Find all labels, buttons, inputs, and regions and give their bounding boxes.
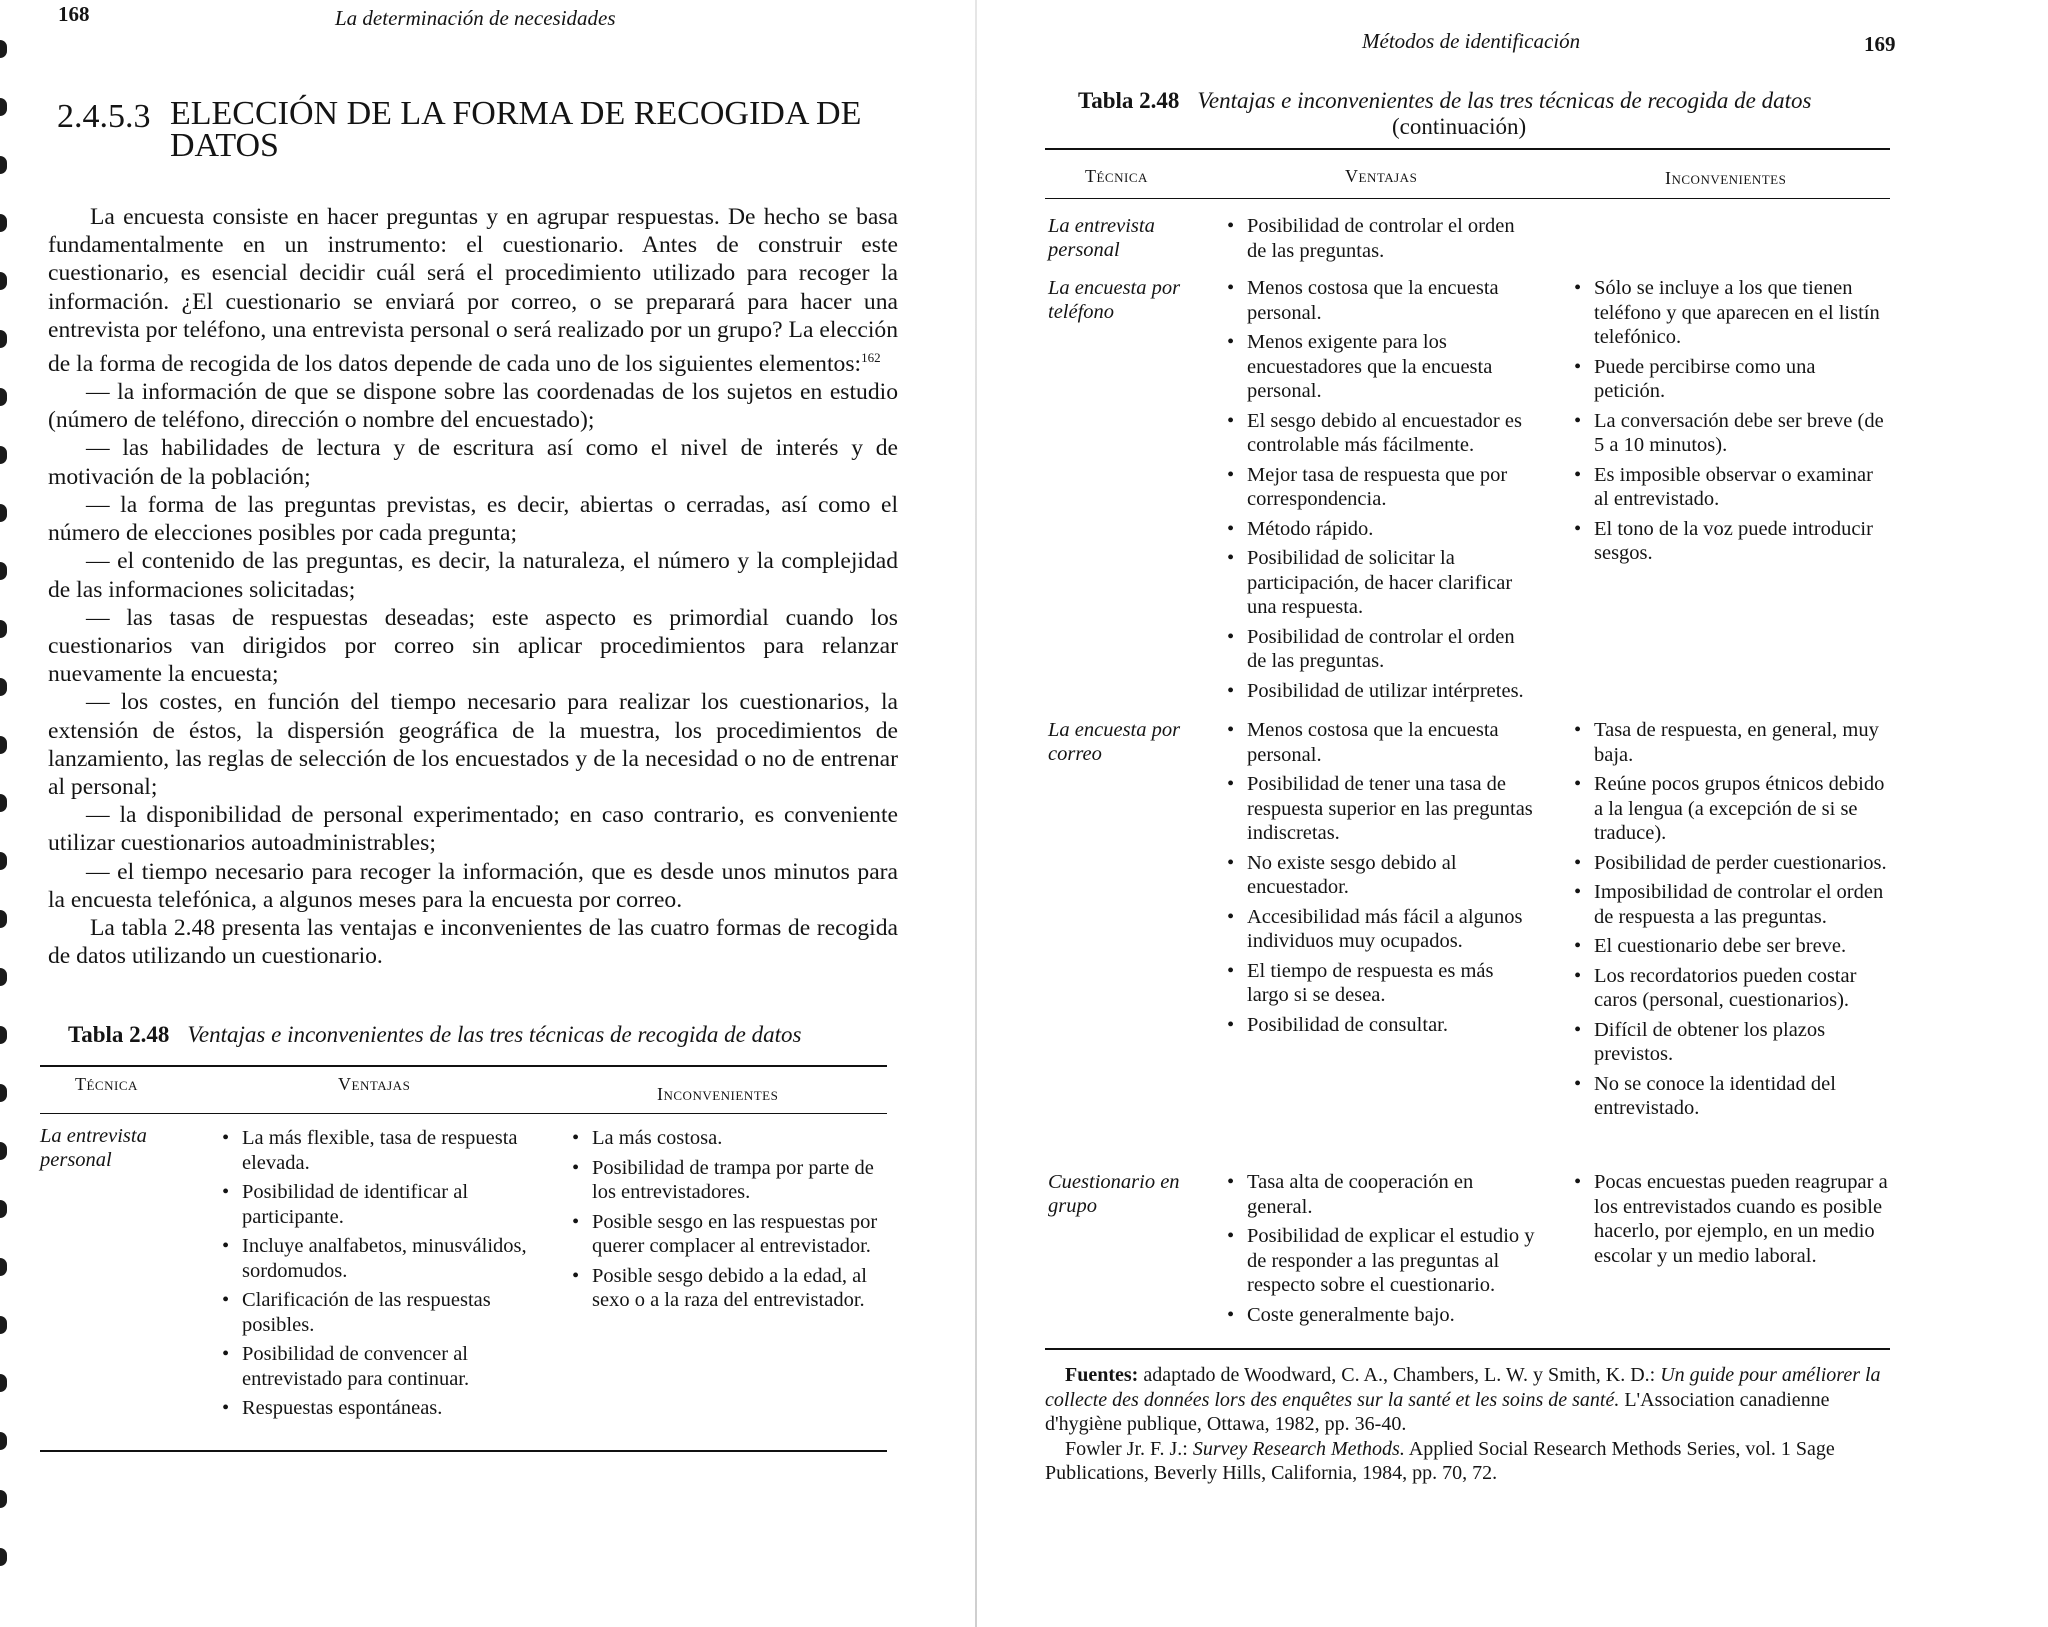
advantages-cell (1225, 718, 1535, 1042)
col-header-disadvantages: Inconvenientes (657, 1084, 779, 1104)
section-number: 2.4.5.3 (57, 98, 151, 135)
disadvantage-item: • Posible sesgo debido a la edad, al sexo o a la raza del entrevistador. (570, 1264, 888, 1313)
list-item: — las habilidades de lectura y de escritura así como el nivel de interés y de motivación de la población; (48, 435, 898, 490)
source-authors: adaptado de Woodward, C. A., Chambers, L. W. y Smith, K. D.: (1143, 1364, 1656, 1386)
advantage-item: • El sesgo debido al encuestador es controlable más fácilmente. (1225, 409, 1535, 458)
advantage-item: • Posibilidad de identificar al participante. (220, 1180, 540, 1229)
advantage-item: • Mejor tasa de respuesta que por correspondencia. (1225, 463, 1535, 512)
disadvantage-item: • La conversación debe ser breve (de 5 a 10 minutos). (1572, 409, 1890, 458)
list-item: — la información de que se dispone sobre las coordenadas de los sujetos en estudio (número de teléfono, dirección o nombre del encuestado); (48, 379, 898, 434)
technique-cell: La entrevista personal (40, 1125, 147, 1171)
disadvantage-item: • Imposibilidad de controlar el orden de respuesta a las preguntas. (1572, 880, 1890, 929)
footnote-ref: 162 (861, 350, 881, 366)
advantages-cell (220, 1126, 540, 1426)
advantage-item: • Posibilidad de explicar el estudio y de responder a las preguntas al respecto sobre el cuestionario. (1225, 1224, 1535, 1298)
advantages-cell (1225, 1170, 1535, 1332)
list-item: — el tiempo necesario para recoger la información, que es desde unos minutos para la encuesta telefónica, a algunos meses para la encuesta por correo. (48, 858, 898, 913)
disadvantage-item: • Pocas encuestas pueden reagrupar a los entrevistados cuando es posible hacerlo, por ejemplo, en un medio escolar y un medio laboral. (1572, 1170, 1890, 1268)
col-header-advantages: Ventajas (1345, 166, 1418, 186)
col-header-advantages: Ventajas (338, 1074, 411, 1094)
table-sources (1045, 1363, 1900, 1486)
source-authors: Fowler Jr. F. J.: (1065, 1437, 1188, 1460)
col-header-technique: Técnica (1085, 166, 1148, 186)
advantage-item: • Coste generalmente bajo. (1225, 1303, 1535, 1328)
source-publisher: L'Association canadienne d'hygiène publique, Ottawa, 1982, pp. 36-40. (1045, 1388, 1830, 1435)
advantage-item: • El tiempo de respuesta es más largo si se desea. (1225, 959, 1535, 1008)
disadvantage-item: • Posibilidad de trampa por parte de los entrevistadores. (570, 1156, 888, 1205)
advantage-item: • Menos costosa que la encuesta personal. (1225, 276, 1535, 325)
page-number: 169 (1864, 32, 1896, 56)
table-caption (1078, 88, 1811, 114)
advantage-item: • Posibilidad de solicitar la participación, de hacer clarificar una respuesta. (1225, 546, 1535, 620)
advantage-item: • La más flexible, tasa de respuesta elevada. (220, 1126, 540, 1175)
disadvantages-cell (1572, 718, 1890, 1126)
source-citation (1045, 1437, 1900, 1486)
disadvantage-item: • La más costosa. (570, 1126, 888, 1151)
advantage-item: • Método rápido. (1225, 517, 1535, 542)
technique-cell: La encuesta por teléfono (1048, 277, 1181, 323)
advantages-cell (1225, 214, 1535, 268)
technique-cell: La entrevista personal (1048, 215, 1155, 261)
list-item: — las tasas de respuestas deseadas; este aspecto es primordial cuando los cuestionarios van dirigidos por correo sin aplicar procedimientos para relanzar nuevamente la encuesta; (48, 604, 898, 688)
advantage-item: • Respuestas espontáneas. (220, 1396, 540, 1421)
running-head: Métodos de identificación (1362, 29, 1581, 53)
table-continued: (continuación) (1392, 114, 1527, 139)
table-label: Tabla 2.48 (68, 1022, 170, 1047)
closing-paragraph: La tabla 2.48 presenta las ventajas e inconvenientes de las cuatro formas de recogida de datos utilizando un cuestionario. (48, 914, 898, 970)
col-header-disadvantages: Inconvenientes (1665, 168, 1787, 188)
disadvantages-cell (570, 1126, 888, 1318)
disadvantage-item: • Sólo se incluye a los que tienen teléfono y que aparecen en el listín telefónico. (1572, 276, 1890, 350)
list-item: — la disponibilidad de personal experimentado; en caso contrario, es conveniente utilizar cuestionarios autoadministrables; (48, 802, 898, 857)
disadvantage-item: • Tasa de respuesta, en general, muy baja. (1572, 718, 1890, 767)
disadvantage-item: • Posible sesgo en las respuestas por querer complacer al entrevistador. (570, 1210, 888, 1259)
col-header-technique: Técnica (75, 1074, 138, 1094)
disadvantage-item: • Los recordatorios pueden costar caros (personal, cuestionarios). (1572, 964, 1890, 1013)
list-item: — los costes, en función del tiempo necesario para realizar los cuestionarios, la extensión de éstos, la dispersión geográfica de la muestra, los procedimientos de lanzamiento, las reglas de selección de los encuestados y de la necesidad o no de entrenar al personal; (48, 689, 898, 800)
advantage-item: • Posibilidad de controlar el orden de las preguntas. (1225, 214, 1535, 263)
sources-label: Fuentes: (1065, 1364, 1139, 1386)
table-title: Ventajas e inconvenientes de las tres técnicas de recogida de datos (187, 1022, 802, 1047)
source-title: Survey Research Methods. (1192, 1437, 1405, 1460)
section-title: ELECCIÓN DE LA FORMA DE RECOGIDA DE DATOS (170, 95, 862, 164)
table-title: Ventajas e inconvenientes de las tres técnicas de recogida de datos (1197, 88, 1812, 113)
advantage-item: • Posibilidad de tener una tasa de respuesta superior en las preguntas indiscretas. (1225, 772, 1535, 846)
running-head: La determinación de necesidades (335, 6, 616, 30)
page-number: 168 (58, 2, 90, 26)
advantage-item: • Tasa alta de cooperación en general. (1225, 1170, 1535, 1219)
table-label: Tabla 2.48 (1078, 88, 1180, 113)
disadvantage-item: • El cuestionario debe ser breve. (1572, 934, 1890, 959)
technique-cell: La encuesta por correo (1048, 719, 1181, 765)
advantage-item: • No existe sesgo debido al encuestador. (1225, 851, 1535, 900)
advantage-item: • Clarificación de las respuestas posibles. (220, 1288, 540, 1337)
source-citation (1045, 1363, 1900, 1437)
table-top-rule (40, 1065, 887, 1067)
table-caption (68, 1022, 801, 1048)
technique-cell: Cuestionario en grupo (1048, 1171, 1180, 1217)
advantage-item: • Posibilidad de consultar. (1225, 1013, 1535, 1038)
table-top-rule (1045, 148, 1890, 150)
list-item: — la forma de las preguntas previstas, es decir, abiertas o cerradas, así como el número de elecciones posibles por cada pregunta; (48, 491, 898, 547)
disadvantages-cell (1572, 1170, 1890, 1273)
advantage-item: • Incluye analfabetos, minusválidos, sordomudos. (220, 1234, 540, 1283)
intro-text: La encuesta consiste en hacer preguntas y en agrupar respuestas. De hecho se basa fundamentalmente en un instrumento: el cuestionario. Antes de construir este cuestionario, es esencial decidir cuál será el procedimiento utilizado para recoger la información. ¿El cuestionario se enviará por correo, o se preparará para hacer una entrevista por teléfono, una entrevista personal o será realizado por un grupo? La elección de la forma de recogida de los datos depende de cada uno de los siguientes elementos: (48, 204, 898, 377)
disadvantage-item: • Puede percibirse como una petición. (1572, 355, 1890, 404)
advantage-item: • Posibilidad de utilizar intérpretes. (1225, 679, 1535, 704)
advantage-item: • Accesibilidad más fácil a algunos individuos muy ocupados. (1225, 905, 1535, 954)
table-bottom-rule (1045, 1348, 1890, 1350)
list-item: — el contenido de las preguntas, es decir, la naturaleza, el número y la complejidad de las informaciones solicitadas; (48, 548, 898, 603)
left-page (0, 0, 990, 1627)
advantage-item: • Posibilidad de convencer al entrevistado para continuar. (220, 1342, 540, 1391)
advantage-item: • Menos exigente para los encuestadores que la encuesta personal. (1225, 330, 1535, 404)
source-title: Un guide pour améliorer la collecte des données lors des enquêtes sur la santé et les soins de santé. (1045, 1364, 1881, 1411)
advantage-item: • Menos costosa que la encuesta personal. (1225, 718, 1535, 767)
disadvantage-item: • Reúne pocos grupos étnicos debido a la lengua (a excepción de si se traduce). (1572, 772, 1890, 846)
table-bottom-rule (40, 1450, 887, 1452)
advantages-cell (1225, 276, 1535, 708)
disadvantage-item: • No se conoce la identidad del entrevistado. (1572, 1072, 1890, 1121)
disadvantages-cell (1572, 276, 1890, 571)
disadvantage-item: • El tono de la voz puede introducir sesgos. (1572, 517, 1890, 566)
table-header-rule (1045, 198, 1890, 199)
body-text (48, 203, 898, 970)
intro-paragraph (48, 203, 898, 378)
source-publisher: Applied Social Research Methods Series, vol. 1 Sage Publications, Beverly Hills, California, 1984, pp. 70, 72. (1045, 1437, 1835, 1484)
advantage-item: • Posibilidad de controlar el orden de las preguntas. (1225, 625, 1535, 674)
table-header-rule (40, 1113, 887, 1114)
disadvantage-item: • Es imposible observar o examinar al entrevistado. (1572, 463, 1890, 512)
disadvantage-item: • Difícil de obtener los plazos previstos. (1572, 1018, 1890, 1067)
disadvantage-item: • Posibilidad de perder cuestionarios. (1572, 851, 1890, 876)
